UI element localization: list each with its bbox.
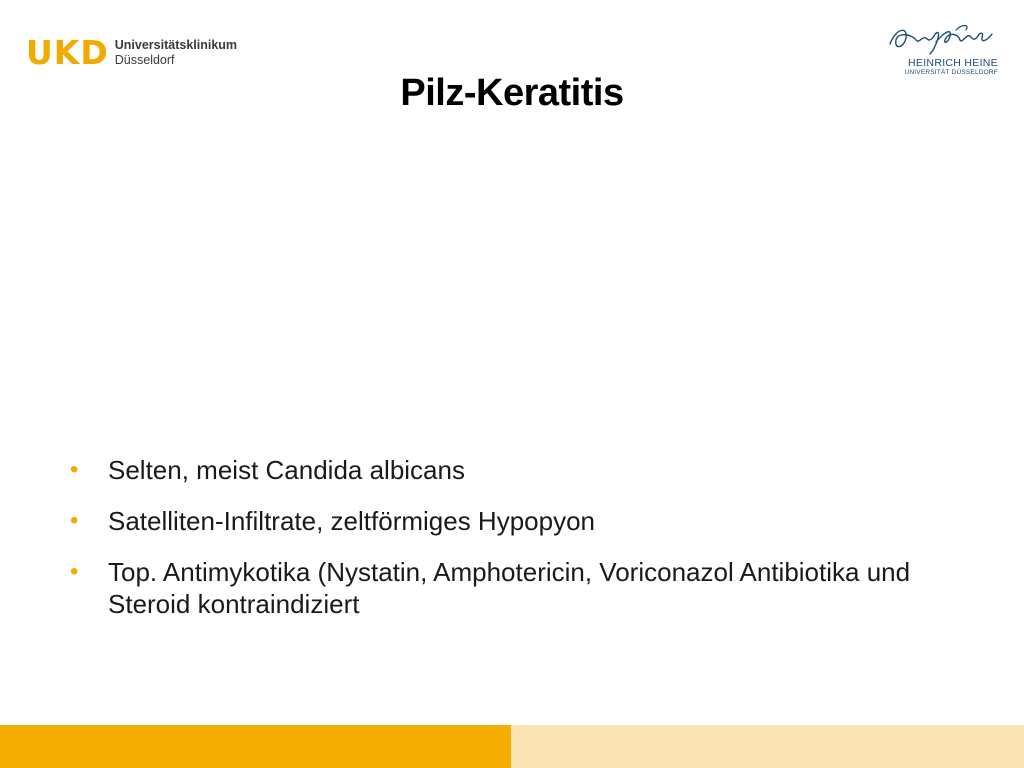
hhu-logo xyxy=(886,22,998,76)
heine-signature-icon xyxy=(886,22,998,56)
slide-title: Pilz-Keratitis xyxy=(400,72,624,114)
ukd-logo-mark: UKD xyxy=(26,33,109,72)
ukd-logo-text xyxy=(115,38,237,68)
bullet-item xyxy=(70,556,950,620)
bullet-item xyxy=(70,454,950,486)
footer-bar-right xyxy=(511,725,1024,768)
bullet-item xyxy=(70,505,950,537)
hhu-logo-line2: UNIVERSITÄT DÜSSELDORF xyxy=(904,69,998,76)
ukd-logo-line1: Universitätsklinikum xyxy=(114,37,238,52)
bullet-icon: • xyxy=(70,558,79,585)
ukd-logo xyxy=(26,33,238,72)
hhu-logo-line1: HEINRICH HEINE xyxy=(908,57,998,69)
bullet-text: Satelliten-Infiltrate, zeltförmiges Hypopyon xyxy=(108,506,596,536)
bullet-text: Top. Antimykotika (Nystatin, Amphotericin, Voriconazol Antibiotika und Steroid kontraindiziert xyxy=(108,557,911,619)
bullet-icon: • xyxy=(70,456,79,483)
bullet-icon: • xyxy=(70,507,79,534)
bullet-list xyxy=(70,454,950,639)
bullet-text: Selten, meist Candida albicans xyxy=(108,455,465,485)
ukd-logo-line2: Düsseldorf xyxy=(114,52,175,67)
footer-bar-left xyxy=(0,725,511,768)
